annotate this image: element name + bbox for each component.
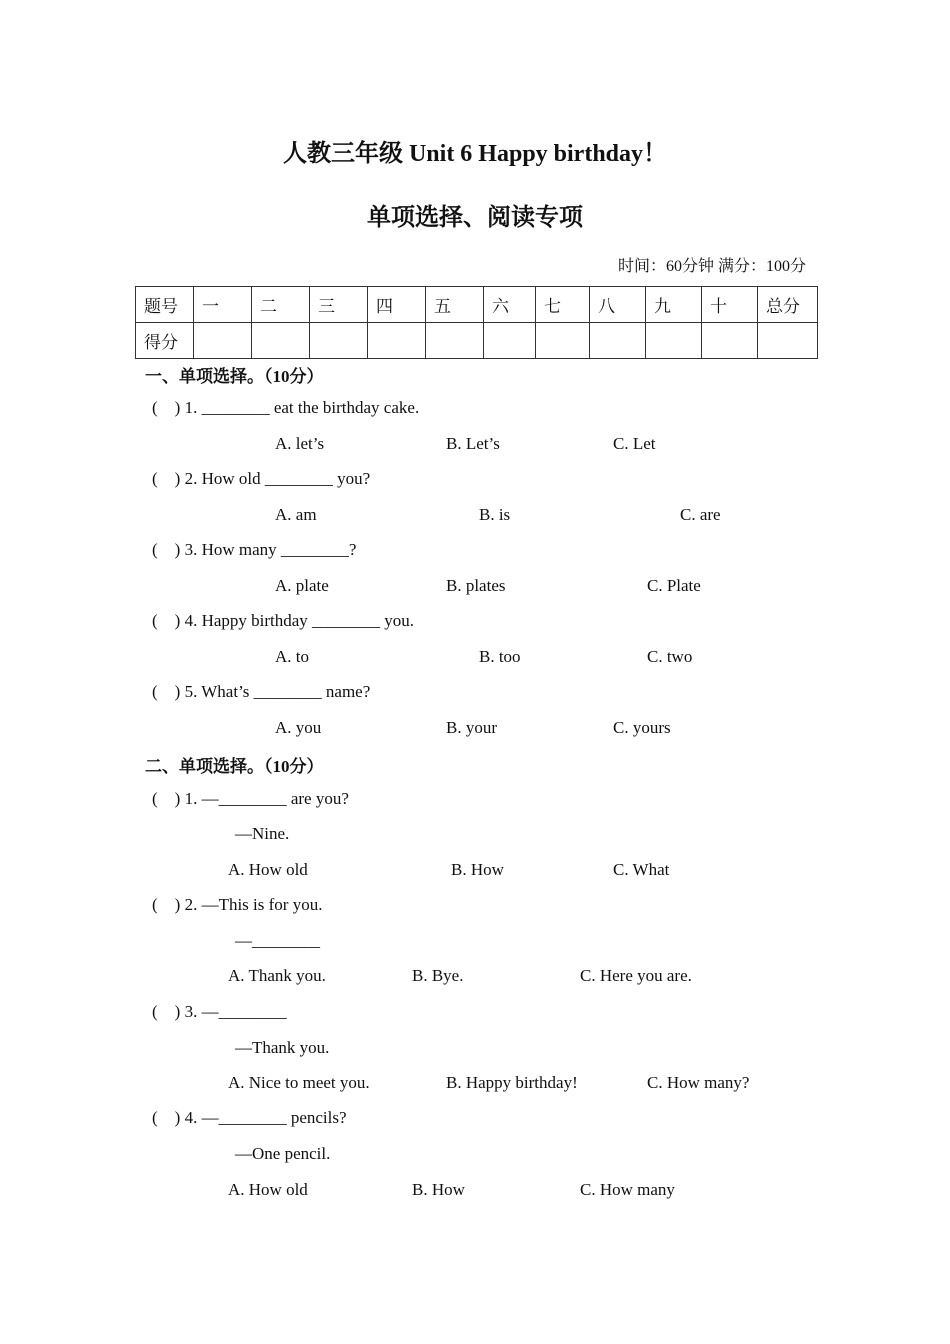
score-entry-cell[interactable]: [426, 323, 484, 359]
score-table-header-row: [136, 287, 818, 323]
table-cell: 六: [484, 287, 536, 323]
question-stem: ( ) 2. —This is for you.: [152, 895, 323, 914]
option-b: B. Bye.: [412, 966, 464, 985]
option-c: C. two: [647, 647, 693, 666]
table-cell: 二: [252, 287, 310, 323]
option-a: A. How old: [228, 1180, 308, 1199]
score-entry-cell[interactable]: [252, 323, 310, 359]
score-entry-cell[interactable]: [702, 323, 758, 359]
option-c: C. yours: [613, 718, 671, 737]
question-stem: ( ) 5. What’s ________ name?: [152, 682, 371, 701]
option-b: B. too: [479, 647, 521, 666]
table-cell: 四: [368, 287, 426, 323]
table-cell: 得分: [136, 323, 194, 359]
question-stem: ( ) 3. How many ________?: [152, 540, 357, 559]
table-cell: 题号: [136, 287, 194, 323]
option-a: A. How old: [228, 860, 308, 879]
page-title: 人教三年级 Unit 6 Happy birthday！: [282, 141, 668, 167]
option-c: C. Here you are.: [580, 966, 692, 985]
score-entry-cell[interactable]: [646, 323, 702, 359]
question-stem: ( ) 3. —________: [152, 1002, 287, 1021]
table-cell: 总分: [758, 287, 818, 323]
option-b: B. How: [412, 1180, 465, 1199]
option-c: C. Let: [613, 434, 656, 453]
score-entry-cell[interactable]: [590, 323, 646, 359]
table-cell: 十: [702, 287, 758, 323]
question-stem: ( ) 2. How old ________ you?: [152, 469, 371, 488]
dialogue-reply: —________: [235, 931, 320, 950]
dialogue-reply: —Thank you.: [235, 1038, 330, 1057]
question-stem: ( ) 1. ________ eat the birthday cake.: [152, 398, 420, 417]
question-stem: ( ) 1. —________ are you?: [152, 789, 349, 808]
table-cell: 五: [426, 287, 484, 323]
option-b: B. plates: [446, 576, 506, 595]
option-a: A. plate: [275, 576, 329, 595]
option-b: B. Happy birthday!: [446, 1073, 578, 1092]
option-b: B. Let’s: [446, 434, 500, 453]
option-c: C. Plate: [647, 576, 701, 595]
table-cell: 八: [590, 287, 646, 323]
table-cell: 三: [310, 287, 368, 323]
dialogue-reply: —Nine.: [235, 824, 290, 843]
score-entry-cell[interactable]: [310, 323, 368, 359]
question-stem: ( ) 4. Happy birthday ________ you.: [152, 611, 415, 630]
option-c: C. What: [613, 860, 670, 879]
table-cell: 一: [194, 287, 252, 323]
option-b: B. How: [451, 860, 504, 879]
page-subtitle: 单项选择、阅读专项: [367, 205, 583, 231]
score-entry-cell[interactable]: [536, 323, 590, 359]
score-entry-cell[interactable]: [194, 323, 252, 359]
table-cell: 九: [646, 287, 702, 323]
table-cell: 七: [536, 287, 590, 323]
option-a: A. Thank you.: [228, 966, 326, 985]
option-b: B. is: [479, 505, 511, 524]
option-c: C. How many?: [647, 1073, 750, 1092]
score-entry-cell[interactable]: [758, 323, 818, 359]
time-info: 时间：60分钟 满分：100分: [617, 258, 806, 275]
option-b: B. your: [446, 718, 497, 737]
option-c: C. How many: [580, 1180, 675, 1199]
option-a: A. to: [275, 647, 309, 666]
score-table: [135, 286, 818, 359]
score-table-score-row: [136, 323, 818, 359]
option-a: A. am: [275, 505, 317, 524]
question-stem: ( ) 4. —________ pencils?: [152, 1108, 347, 1127]
score-entry-cell[interactable]: [368, 323, 426, 359]
dialogue-reply: —One pencil.: [235, 1144, 331, 1163]
option-a: A. Nice to meet you.: [228, 1073, 370, 1092]
option-a: A. you: [275, 718, 322, 737]
section2-heading: 二、单项选择。（10分）: [145, 757, 324, 776]
option-a: A. let’s: [275, 434, 325, 453]
section1-heading: 一、单项选择。（10分）: [145, 367, 324, 386]
score-entry-cell[interactable]: [484, 323, 536, 359]
option-c: C. are: [680, 505, 721, 524]
